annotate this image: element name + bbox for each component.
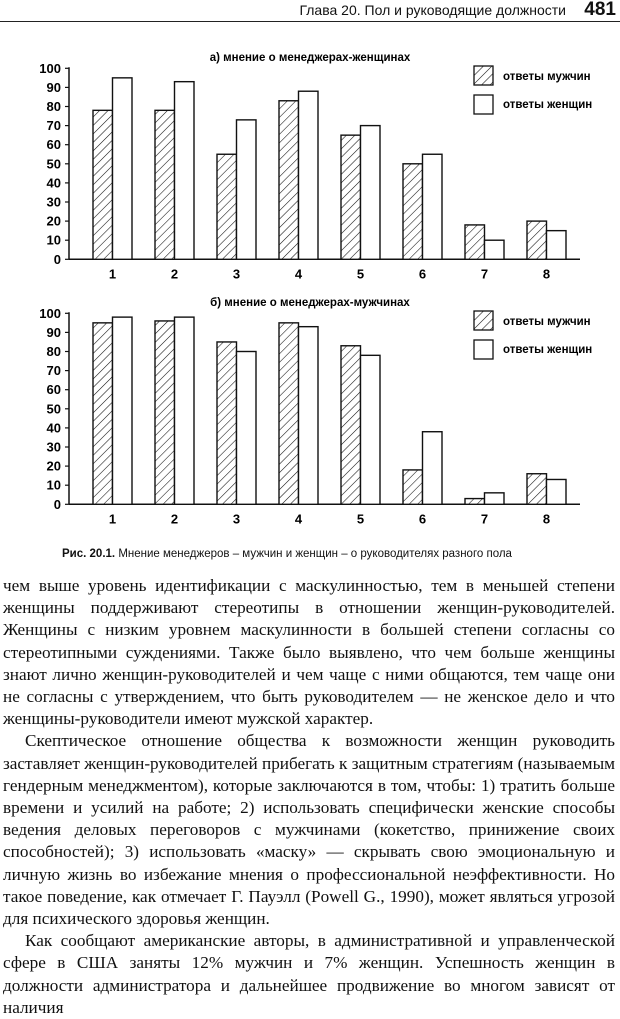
legend-label-women: ответы женщин <box>503 99 593 111</box>
bar-women <box>547 231 567 260</box>
chart-a-women-managers <box>0 40 620 285</box>
bar-men <box>465 499 485 505</box>
legend-label-men: ответы мужчин <box>503 316 591 328</box>
x-tick-label: 7 <box>480 266 489 282</box>
y-tick-label: 100 <box>39 305 61 321</box>
y-tick-label: 20 <box>46 213 61 229</box>
bar-men <box>341 135 361 259</box>
bar-women <box>485 240 505 259</box>
bar-women <box>547 479 567 504</box>
bar-women <box>423 154 443 259</box>
bar-men <box>527 221 547 259</box>
bar-men <box>279 323 299 504</box>
y-tick-label: 30 <box>46 194 61 210</box>
x-tick-label: 5 <box>356 266 365 282</box>
bar-men <box>217 154 237 259</box>
legend-swatch-men-icon <box>474 311 493 330</box>
legend-label-women: ответы женщин <box>503 344 593 356</box>
y-tick-label: 80 <box>46 99 61 114</box>
x-tick-label: 3 <box>232 266 241 282</box>
y-tick-label: 50 <box>46 401 61 417</box>
y-tick-label: 40 <box>46 175 61 191</box>
chart-a-svg <box>0 40 620 285</box>
bar-men <box>403 164 423 259</box>
chart-title: а) мнение о менеджерах-женщинах <box>209 52 411 64</box>
legend-swatch-men-icon <box>474 66 493 85</box>
x-tick-label: 6 <box>418 511 427 527</box>
y-tick-label: 50 <box>46 156 61 172</box>
y-tick-label: 60 <box>46 382 61 398</box>
bar-men <box>93 110 113 259</box>
bar-men <box>217 342 237 504</box>
bar-men <box>403 470 423 504</box>
bar-women <box>299 327 319 505</box>
x-tick-label: 1 <box>108 511 117 527</box>
y-tick-label: 60 <box>46 137 61 153</box>
x-tick-label: 8 <box>542 266 551 282</box>
x-tick-label: 7 <box>480 511 489 527</box>
y-tick-label: 20 <box>46 458 61 474</box>
x-tick-label: 3 <box>232 511 241 527</box>
bar-men <box>465 225 485 259</box>
x-tick-label: 2 <box>170 511 179 527</box>
x-tick-label: 1 <box>108 266 117 282</box>
chart-title: б) мнение о менеджерах-мужчинах <box>210 297 410 309</box>
x-tick-label: 6 <box>418 266 427 282</box>
bar-women <box>361 355 381 504</box>
bar-women <box>423 432 443 505</box>
x-tick-label: 8 <box>542 511 551 527</box>
bar-men <box>93 323 113 504</box>
body-text <box>3 575 615 1019</box>
bar-men <box>341 346 361 505</box>
bar-women <box>175 82 195 260</box>
header-rule <box>0 21 620 22</box>
y-tick-label: 70 <box>46 363 61 379</box>
y-tick-label: 30 <box>46 439 61 455</box>
page-number: 481 <box>584 0 616 20</box>
y-tick-label: 0 <box>53 496 61 512</box>
paragraph: Скептическое отношение общества к возможности женщин руководить заставляет женщин-руководителей прибегать к защитным стратегиям (называемым гендерным менеджментом), которые заключаются в том, чтобы: 1) тратить больше времени и усилий на работе; 2) использовать специфически женские способы ведения деловых переговоров с мужчинами (кокетство, принижение своих способностей); 3) использовать «маску» — скрывать свою эмоциональную и личную жизнь во избежание мнения о профессиональной неэффективности. Но такое поведение, как отмечает Г. Пауэлл (Powell G., 1990), может являться угрозой для психического здоровья женщин. <box>3 731 615 929</box>
figure-caption-text: Мнение менеджеров – мужчин и женщин – о руководителях разного пола <box>118 548 512 560</box>
y-tick-label: 70 <box>46 118 61 134</box>
bar-men <box>155 321 175 504</box>
y-tick-label: 10 <box>46 477 61 493</box>
paragraph: чем выше уровень идентификации с маскулинностью, тем в меньшей степени женщины поддерживают стереотипы в отношении женщин-руководителей. Женщины с низким уровнем маскулинности в большей степени согласны со стереотипными суждениями. Также было выявлено, что чем больше женщины знают лично женщин-руководителей и чем чаще с ними общаются, тем чаще они не согласны с утверждением, что быть руководителем — не женское дело и что женщины-руководители имеют мужской характер. <box>3 576 615 729</box>
running-header <box>0 0 620 24</box>
x-tick-label: 4 <box>294 266 303 282</box>
y-tick-label: 0 <box>53 251 61 267</box>
bar-men <box>155 110 175 259</box>
bar-women <box>485 493 505 504</box>
chart-b-men-managers <box>0 285 620 543</box>
bar-women <box>175 317 195 504</box>
y-tick-label: 90 <box>46 324 61 340</box>
bar-women <box>237 352 257 505</box>
legend-swatch-women-icon <box>474 340 493 359</box>
chart-b-svg <box>0 285 620 543</box>
figure-caption-label: Рис. 20.1. <box>62 548 116 560</box>
bar-women <box>361 126 381 260</box>
legend-label-men: ответы мужчин <box>503 71 591 83</box>
y-tick-label: 80 <box>46 344 61 359</box>
figure-caption <box>62 548 512 560</box>
bar-men <box>527 474 547 505</box>
bar-women <box>299 91 319 259</box>
legend-swatch-women-icon <box>474 95 493 114</box>
bar-women <box>113 317 133 504</box>
running-title: Глава 20. Пол и руководящие должности <box>299 2 566 18</box>
x-tick-label: 2 <box>170 266 179 282</box>
y-tick-label: 100 <box>39 60 61 76</box>
y-tick-label: 90 <box>46 79 61 95</box>
bar-men <box>279 101 299 260</box>
y-tick-label: 10 <box>46 232 61 248</box>
y-tick-label: 40 <box>46 420 61 436</box>
bar-women <box>113 78 133 259</box>
x-tick-label: 4 <box>294 511 303 527</box>
paragraph: Как сообщают американские авторы, в административной и управленческой сфере в США заняты 12% мужчин и 7% женщин. Успешность женщин в должности администратора и дальнейшее продвижение во многом зависят от наличия <box>3 931 615 1017</box>
x-tick-label: 5 <box>356 511 365 527</box>
bar-women <box>237 120 257 259</box>
